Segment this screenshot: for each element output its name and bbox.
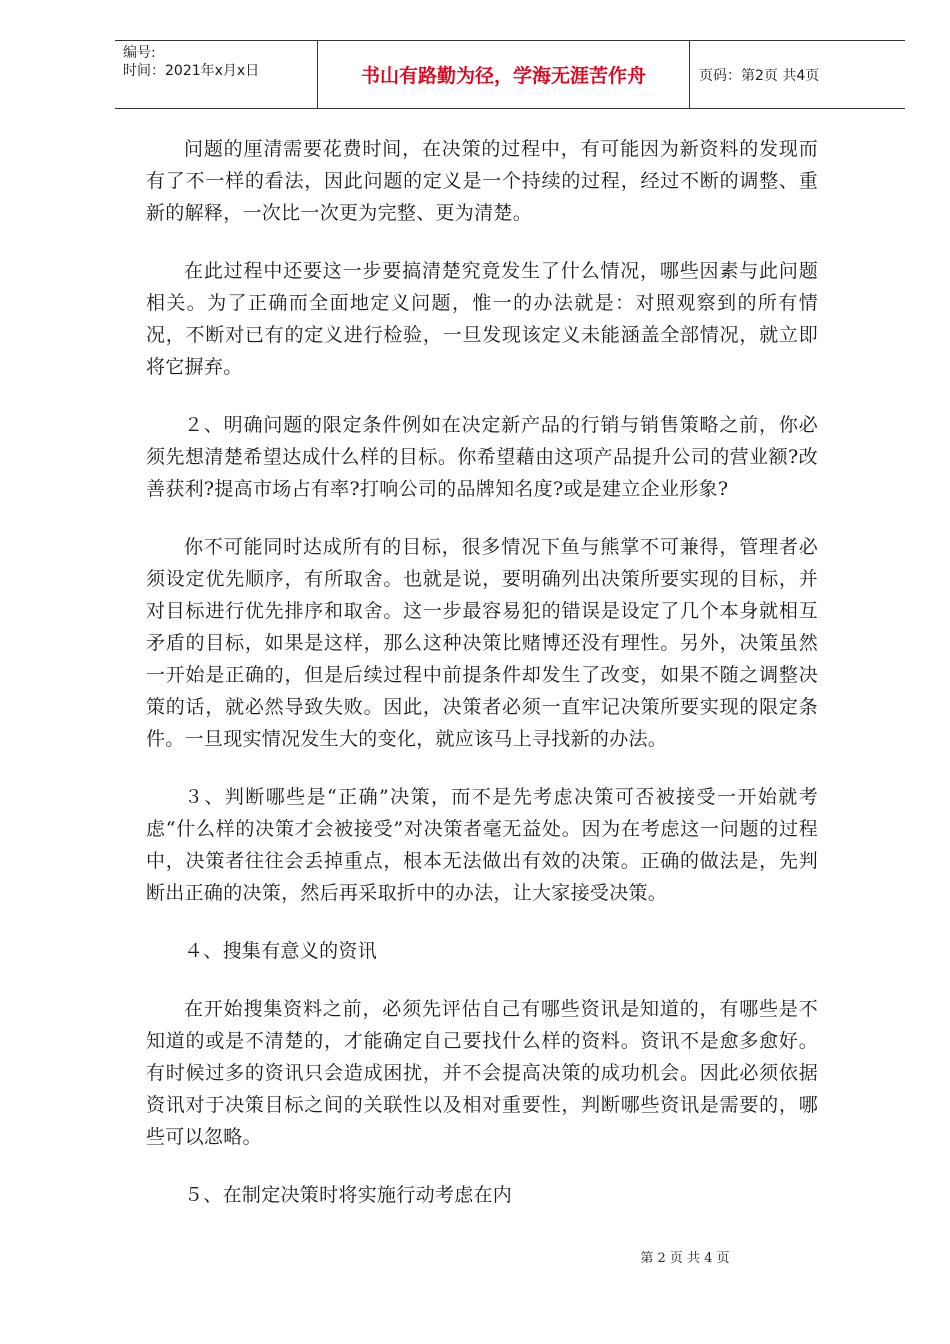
paragraph: 问题的厘清需要花费时间，在决策的过程中，有可能因为新资料的发现而有了不一样的看法，因此问题的定义是一个持续的过程，经过不断的调整、重新的解释，一次比一次更为完整、更为清楚。: [146, 138, 818, 224]
document-time-label: 时间：2021年x月x日: [123, 63, 260, 79]
paragraph: 你不可能同时达成所有的目标，很多情况下鱼与熊掌不可兼得，管理者必须设定优先顺序，有所取舍。也就是说，要明确列出决策所要实现的目标，并对目标进行优先排序和取舍。这一步最容易犯的错误是设定了几个本身就相互矛盾的目标，如果是这样，那么这种决策比赌博还没有理性。另外，决策虽然一开始是正确的，但是后续过程中前提条件却发生了改变，如果不随之调整决策的话，就必然导致失败。因此，决策者必须一直牢记决策所要实现的限定条件。一旦现实情况发生大的变化，就应该马上寻找新的办法。: [146, 536, 818, 750]
section-heading: ４、搜集有意义的资讯: [184, 940, 378, 962]
paragraph: ３、判断哪些是“正确”决策，而不是先考虑决策可否被接受一开始就考虑“什么样的决策才会被接受”对决策者毫无益处。因为在考虑这一问题的过程中，决策者往往会丢掉重点，根本无法做出有效的决策。正确的做法是，先判断出正确的决策，然后再采取折中的办法，让大家接受决策。: [146, 786, 818, 904]
paragraph: ２、明确问题的限定条件例如在决定新产品的行销与销售策略之前，你必须先想清楚希望达成什么样的目标。你希望藉由这项产品提升公司的营业额?改善获利?提高市场占有率?打响公司的品牌知名度?或是建立企业形象?: [146, 414, 818, 500]
document-number-label: 编号:: [123, 45, 156, 61]
section-heading: ５、在制定决策时将实施行动考虑在内: [184, 1184, 513, 1206]
header-meta: [115, 41, 317, 108]
header-page-number: 页码：第2页 共4页: [699, 67, 820, 84]
page-footer: 第 2 页 共 4 页: [640, 1251, 730, 1266]
paragraph: 在开始搜集资料之前，必须先评估自己有哪些资讯是知道的，有哪些是不知道的或是不清楚的，才能确定自己要找什么样的资料。资讯不是愈多愈好。有时候过多的资讯只会造成困扰，并不会提高决策的成功机会。因此必须依据资讯对于决策目标之间的关联性以及相对重要性，判断哪些资讯是需要的，哪些可以忽略。: [146, 998, 818, 1148]
document-body: [146, 133, 818, 1237]
paragraph: 在此过程中还要这一步要搞清楚究竟发生了什么情况，哪些因素与此问题相关。为了正确而全面地定义问题，惟一的办法就是：对照观察到的所有情况，不断对已有的定义进行检验，一旦发现该定义未能涵盖全部情况，就立即将它摒弃。: [146, 260, 818, 378]
header-motto: 书山有路勤为径，学海无涯苦作舟: [317, 41, 690, 108]
page-header: [115, 40, 905, 109]
